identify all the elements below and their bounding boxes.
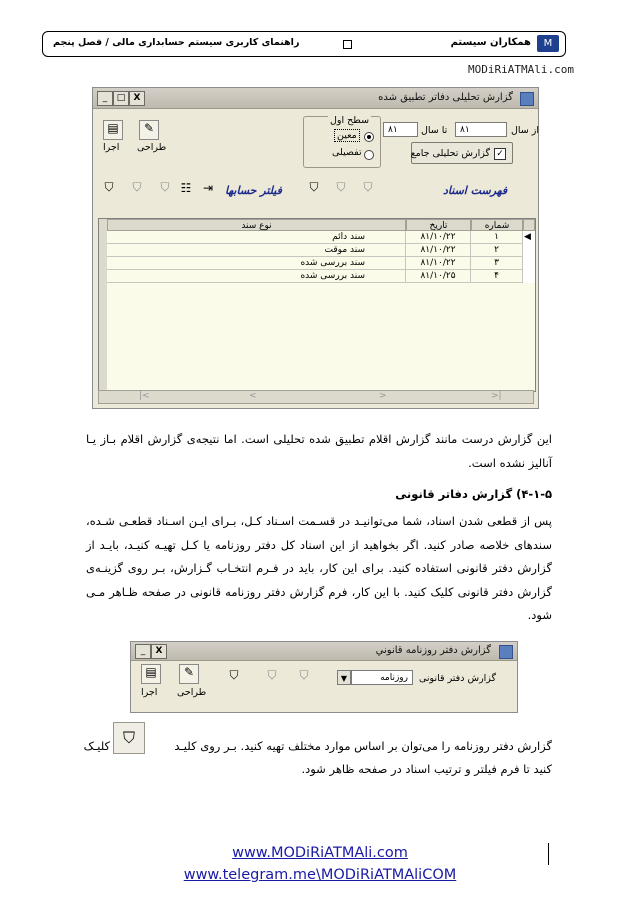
level-detail-radio[interactable] (364, 150, 374, 160)
paragraph-2: پس از قطعی شدن اسناد، شما می‌توانیـد در قسـمت اسـناد کـل، بـرای ایـن اسـناد قطعـی شـده، سندهای خلاصه صادر کنید. اگر بخواهید از این اسناد کل دفتر روزنامه یا کـل تهیـه کنیـد، بایـد از گزارش دفتر قانونی استفاده کنید. برای این کار، باید در فـرم انتخـاب گـزارش، بـر روی گزینـه‌ی گزارش دفتر قانونی کلیک کنید. با این کار، فرم گزارش دفتر روزنامه قانونی در صفحه ظـاهر مـی شود. (86, 514, 552, 622)
column-header[interactable]: تاریخ (406, 219, 471, 231)
grid-rows (107, 231, 535, 283)
filter-icon[interactable]: ⛉ (160, 180, 170, 194)
cell-date: ۸۱/۱۰/۲۲ (406, 257, 471, 270)
close-button[interactable]: X (129, 91, 145, 106)
to-year-input[interactable]: ۸۱ (383, 122, 418, 137)
header-site: MODiRiATMAli.com (468, 63, 574, 76)
paragraph-3-line2: کنید تا فرم فیلتر و ترتیب اسناد در صفحه ظاهر شود. (301, 762, 552, 776)
nav-next-button[interactable]: > (379, 391, 387, 401)
level-specific-radio[interactable] (364, 132, 374, 142)
list-icon[interactable]: ☷ (180, 181, 192, 195)
checkbox-icon[interactable]: ✓ (494, 148, 506, 160)
table-row[interactable] (107, 257, 535, 270)
report-type-label: گزارش دفتر قانونی (419, 673, 497, 684)
to-year-label: تا سال (421, 125, 448, 136)
page-header (42, 31, 566, 57)
app-icon (520, 92, 534, 106)
design-icon[interactable]: ✎ (139, 120, 159, 140)
nav-last-button[interactable]: >| (491, 391, 502, 401)
section-title: ۴-۱-۵) گزارش دفاتر قانونی (395, 487, 552, 501)
docs-list-label: فهرست اسناد (443, 184, 508, 197)
company-name: همکاران سیستم (450, 37, 531, 48)
design-label[interactable]: طراحی (137, 142, 167, 153)
report-type-select[interactable]: روزنامه (351, 670, 413, 685)
run-icon[interactable]: ▤ (141, 664, 161, 684)
comprehensive-report-box[interactable] (411, 142, 513, 164)
filter-icon[interactable]: ⛉ (113, 722, 145, 754)
footer-link-telegram[interactable]: www.telegram.me\MODiRiATMAliCOM (183, 867, 457, 883)
from-year-input[interactable]: ۸۱ (455, 122, 507, 137)
filter-icon[interactable]: ⛉ (299, 668, 309, 682)
design-icon[interactable]: ✎ (179, 664, 199, 684)
level-group (303, 116, 381, 168)
filter-icon[interactable]: ⛉ (229, 668, 239, 682)
chevron-down-icon[interactable]: ▼ (337, 670, 351, 685)
window-titlebar (93, 88, 538, 109)
comprehensive-report-label: گزارش تحلیلی جامع (410, 148, 490, 159)
logo-icon: M (537, 35, 559, 52)
window-titlebar (131, 642, 517, 661)
from-year-label: از سال (511, 125, 540, 136)
cell-num: ۳ (471, 257, 523, 270)
nav-prev-button[interactable]: < (249, 391, 257, 401)
filter-icon[interactable]: ⛉ (267, 668, 277, 682)
row-pointer-icon: ◀ (524, 232, 531, 242)
legal-report-window (130, 641, 518, 713)
window-title: گزارش تحلیلی دفاتر تطبیق شده (378, 92, 513, 103)
grid-navigator (98, 390, 534, 404)
cell-type: سند موقت (107, 244, 406, 257)
filter-icon[interactable]: ⛉ (309, 180, 319, 194)
header-title: راهنمای کاربری سیستم حسابداری مالی / فصل پنجم (53, 37, 300, 48)
minimize-button[interactable]: _ (97, 91, 113, 106)
paragraph-1: این گزارش درست مانند گزارش اقلام تطبیق شده تحلیلی است. اما نتیجه‌ی گزارش اقلام بـاز یـا آنالیز نشده است. (86, 432, 552, 470)
table-row[interactable] (107, 270, 535, 283)
footer-divider (548, 843, 549, 865)
paragraph-3-click: کلیـک (83, 739, 110, 753)
window-title: گزارش دفتر روزنامه قانوني (375, 645, 491, 656)
export-icon[interactable]: ⇥ (202, 181, 214, 195)
cell-type: سند دائم (107, 231, 406, 244)
table-row[interactable] (107, 244, 535, 257)
run-label[interactable]: اجرا (141, 687, 158, 698)
maximize-button[interactable]: □ (113, 91, 129, 106)
filter-icon[interactable]: ⛉ (363, 180, 373, 194)
cell-num: ۲ (471, 244, 523, 257)
nav-first-button[interactable]: |< (139, 391, 150, 401)
level-specific-label[interactable]: معین (334, 129, 360, 142)
filter-icon[interactable]: ⛉ (336, 180, 346, 194)
minimize-button[interactable]: _ (135, 644, 151, 659)
filter-icon[interactable]: ⛉ (132, 180, 142, 194)
app-icon (499, 645, 513, 659)
run-label[interactable]: اجرا (103, 142, 120, 153)
paragraph-3-line1: گزارش دفتر روزنامه را می‌توان بر اساس موارد مختلف تهیه کنید. بـر روی کلیـد (174, 739, 552, 753)
level-detail-label[interactable]: تفصیلی (332, 147, 362, 158)
row-indicator-header (523, 219, 535, 231)
documents-grid (98, 218, 536, 392)
cell-type: سند بررسی شده (107, 270, 406, 283)
design-label[interactable]: طراحی (177, 687, 207, 698)
run-icon[interactable]: ▤ (103, 120, 123, 140)
grid-empty-area (107, 283, 535, 391)
column-header[interactable]: شماره (471, 219, 523, 231)
analytic-report-window (92, 87, 539, 409)
filter-icon[interactable]: ⛉ (104, 180, 114, 194)
table-row[interactable] (107, 231, 535, 244)
cell-num: ۴ (471, 270, 523, 283)
column-header[interactable]: نوع سند (107, 219, 406, 231)
cell-date: ۸۱/۱۰/۲۵ (406, 270, 471, 283)
cell-date: ۸۱/۱۰/۲۲ (406, 244, 471, 257)
cell-date: ۸۱/۱۰/۲۲ (406, 231, 471, 244)
close-button[interactable]: X (151, 644, 167, 659)
account-filter-label[interactable]: فیلتر حسابها (225, 184, 282, 197)
cell-num: ۱ (471, 231, 523, 244)
cell-type: سند بررسی شده (107, 257, 406, 270)
level-group-title: سطح اول (330, 115, 370, 126)
footer-link-site[interactable]: www.MODiRiATMAli.com (232, 845, 408, 861)
